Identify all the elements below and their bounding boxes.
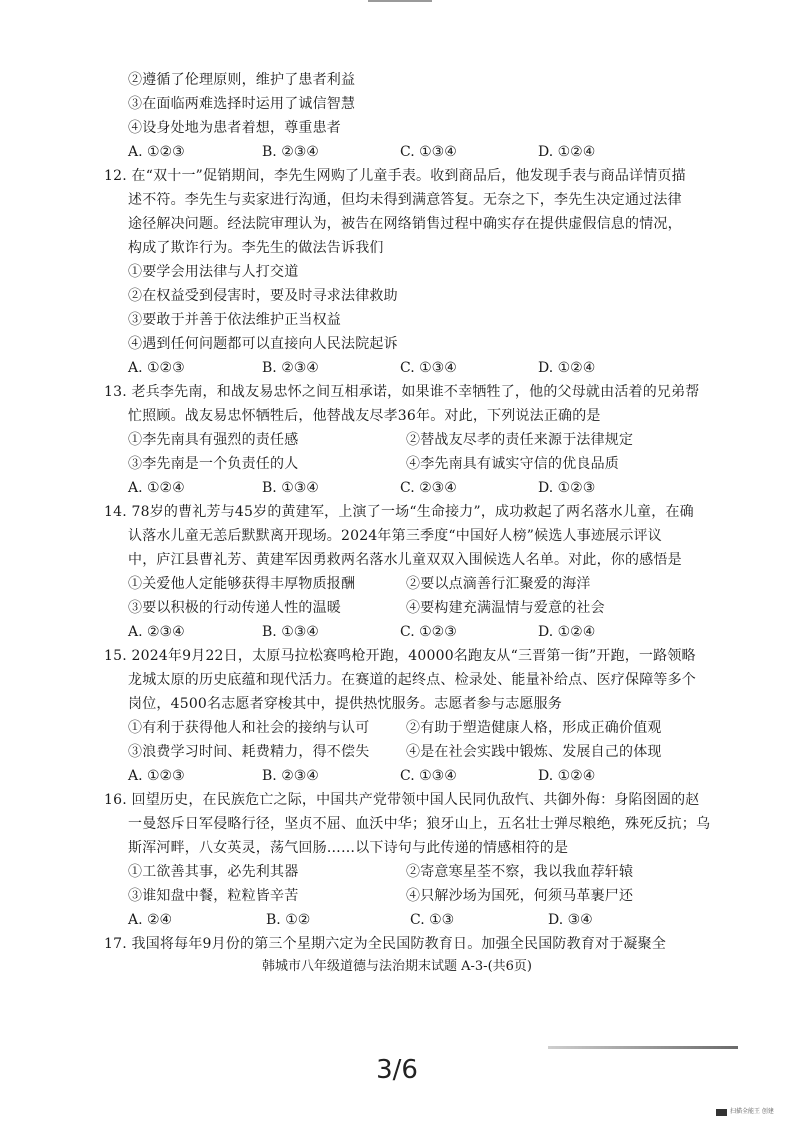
q15-statement-3: ③浪费学习时间、耗费精力，得不偿失 xyxy=(128,744,370,760)
q16-statement-4: ④只解沙场为国死，何须马革裹尸还 xyxy=(406,888,634,904)
q13-statement-1: ①李先南具有强烈的责任感 xyxy=(128,432,299,448)
q12-option-b: B. ②③④ xyxy=(262,360,319,376)
q16-stem-line: 16. 回望历史，在民族危亡之际，中国共产党带领中国人民同仇敌忾、共御外侮：身陷囹圄的赵 xyxy=(104,792,700,808)
q14-statement-2: ②要以点滴善行汇聚爱的海洋 xyxy=(406,576,591,592)
q11-statement-3: ③在面临两难选择时运用了诚信智慧 xyxy=(128,96,356,112)
q13-option-a: A. ①②④ xyxy=(128,480,185,496)
q15-stem-line: 龙城太原的历史底蕴和现代活力。在赛道的起终点、检录处、能量补给点、医疗保障等多个 xyxy=(128,672,696,688)
q14-statement-4: ④要构建充满温情与爱意的社会 xyxy=(406,600,605,616)
q12-stem-line: 12. 在“双十一”促销期间，李先生网购了儿童手表。收到商品后，他发现手表与商品详情页描 xyxy=(104,168,686,184)
q14-stem-line: 认落水儿童无恙后默默离开现场。2024年第三季度“中国好人榜”候选人事迹展示评议 xyxy=(128,528,662,544)
scan-edge-line xyxy=(548,1046,738,1049)
q16-stem-line: 一曼怒斥日军侵略行径，坚贞不屈、血沃中华；狼牙山上，五名壮士弹尽粮绝，殊死反抗；乌 xyxy=(128,816,711,832)
q13-statement-2: ②替战友尽孝的责任来源于法律规定 xyxy=(406,432,634,448)
q11-option-b: B. ②③④ xyxy=(262,144,319,160)
q13-option-b: B. ①③④ xyxy=(262,480,319,496)
q11-statement-4: ④设身处地为患者着想，尊重患者 xyxy=(128,120,341,136)
q17-stem-line: 17. 我国将每年9月份的第三个星期六定为全民国防教育日。加强全民国防教育对于凝聚全 xyxy=(104,936,667,952)
q13-option-c: C. ②③④ xyxy=(400,480,457,496)
scanner-logo-icon xyxy=(716,1109,727,1116)
q12-stem-line: 途径解决问题。经法院审理认为，被告在网络销售过程中确实存在提供虚假信息的情况， xyxy=(128,216,682,232)
q12-stem-line: 构成了欺诈行为。李先生的做法告诉我们 xyxy=(128,240,384,256)
q15-statement-2: ②有助于塑造健康人格，形成正确价值观 xyxy=(406,720,662,736)
q16-statement-2: ②寄意寒星荃不察，我以我血荐轩辕 xyxy=(406,864,634,880)
q13-stem-line: 13. 老兵李先南，和战友易忠怀之间互相承诺，如果谁不幸牺牲了，他的父母就由活着的兄弟帮 xyxy=(104,384,700,400)
q12-option-c: C. ①③④ xyxy=(400,360,457,376)
q14-option-b: B. ①③④ xyxy=(262,624,319,640)
q16-statement-1: ①工欲善其事，必先利其器 xyxy=(128,864,299,880)
q15-stem-line: 15. 2024年9月22日，太原马拉松赛鸣枪开跑，40000名跑友从“三晋第一街”开跑，一路领略 xyxy=(104,648,696,664)
q12-option-a: A. ①②③ xyxy=(128,360,185,376)
q13-statement-3: ③李先南是一个负责任的人 xyxy=(128,456,299,472)
q16-statement-3: ③谁知盘中餐，粒粒皆辛苦 xyxy=(128,888,299,904)
q14-stem-line: 中，庐江县曹礼芳、黄建军因勇救两名落水儿童双双入围候选人名单。对此，你的感悟是 xyxy=(128,552,682,568)
page-footer: 韩城市八年级道德与法治期末试题 A-3-(共6页) xyxy=(262,959,532,974)
q14-option-d: D. ①②④ xyxy=(538,624,596,640)
q14-stem-line: 14. 78岁的曹礼芳与45岁的黄建军，上演了一场“生命接力”，成功救起了两名落水儿童，在确 xyxy=(104,504,694,520)
q16-option-c: C. ①③ xyxy=(410,912,455,928)
q12-statement-3: ③要敢于并善于依法维护正当权益 xyxy=(128,312,341,328)
q15-option-d: D. ①②④ xyxy=(538,768,596,784)
q12-option-d: D. ①②④ xyxy=(538,360,596,376)
q12-statement-4: ④遇到任何问题都可以直接向人民法院起诉 xyxy=(128,336,398,352)
q15-statement-1: ①有利于获得他人和社会的接纳与认可 xyxy=(128,720,370,736)
q15-option-b: B. ②③④ xyxy=(262,768,319,784)
q16-option-a: A. ②④ xyxy=(128,912,173,928)
q12-stem-line: 述不符。李先生与卖家进行沟通，但均未得到满意答复。无奈之下，李先生决定通过法律 xyxy=(128,192,682,208)
q15-option-c: C. ①③④ xyxy=(400,768,457,784)
scanner-watermark xyxy=(716,1108,774,1116)
q13-stem-line: 忙照顾。战友易忠怀牺牲后，他替战友尽孝36年。对此，下列说法正确的是 xyxy=(128,408,601,424)
q12-statement-2: ②在权益受到侵害时，要及时寻求法律救助 xyxy=(128,288,398,304)
q12-statement-1: ①要学会用法律与人打交道 xyxy=(128,264,299,280)
q11-option-a: A. ①②③ xyxy=(128,144,185,160)
q13-statement-4: ④李先南具有诚实守信的优良品质 xyxy=(406,456,619,472)
scanner-label: 扫描全能王 创建 xyxy=(730,1108,774,1115)
q14-statement-1: ①关爱他人定能够获得丰厚物质报酬 xyxy=(128,576,356,592)
q11-statement-2: ②遵循了伦理原则，维护了患者利益 xyxy=(128,72,356,88)
q11-option-d: D. ①②④ xyxy=(538,144,596,160)
page-number: 3/6 xyxy=(376,1055,418,1085)
q14-option-c: C. ①②③ xyxy=(400,624,457,640)
q15-statement-4: ④是在社会实践中锻炼、发展自己的体现 xyxy=(406,744,662,760)
q15-option-a: A. ①②③ xyxy=(128,768,185,784)
q11-option-c: C. ①③④ xyxy=(400,144,457,160)
q16-stem-line: 斯浑河畔，八女英灵，荡气回肠……以下诗句与此传递的情感相符的是 xyxy=(128,840,569,856)
q14-option-a: A. ②③④ xyxy=(128,624,185,640)
q15-stem-line: 岗位，4500名志愿者穿梭其中，提供热忱服务。志愿者参与志愿服务 xyxy=(128,696,563,712)
q13-option-d: D. ①②③ xyxy=(538,480,596,496)
q16-option-d: D. ③④ xyxy=(548,912,593,928)
q14-statement-3: ③要以积极的行动传递人性的温暖 xyxy=(128,600,341,616)
q16-option-b: B. ①② xyxy=(266,912,311,928)
